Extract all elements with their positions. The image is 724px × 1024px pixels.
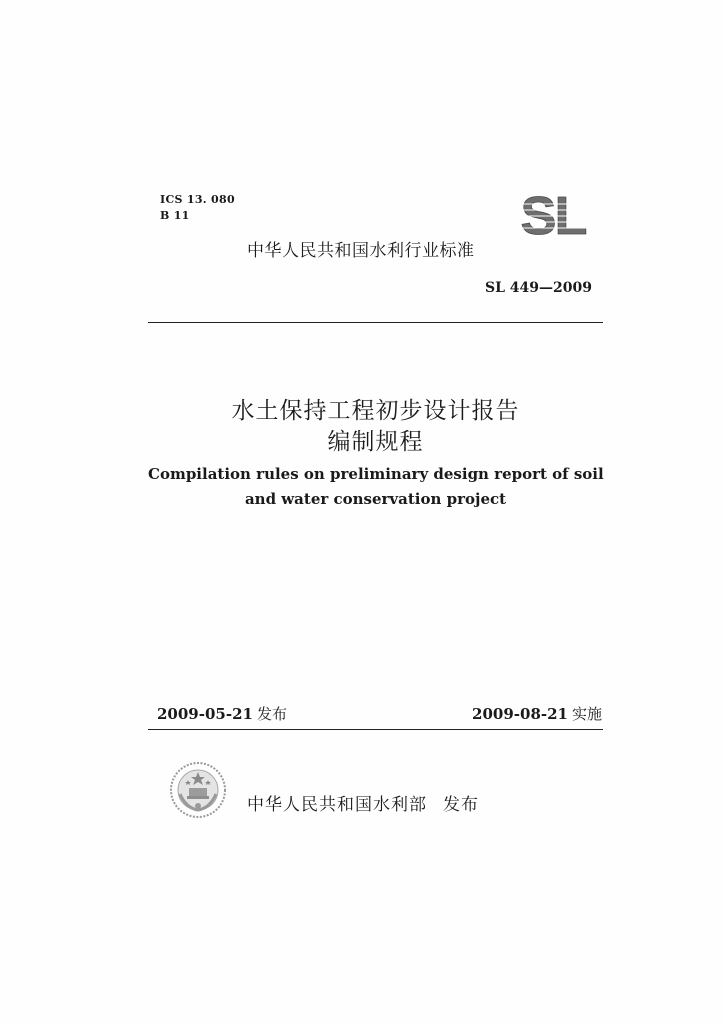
issue-word: 发布	[443, 795, 479, 815]
implement-date: 2009-08-21	[472, 705, 568, 723]
issuing-authority	[247, 790, 479, 815]
publish-label: 发布	[256, 705, 287, 723]
chinese-title-line-1: 水土保持工程初步设计报告	[231, 398, 520, 424]
bottom-divider	[148, 729, 603, 730]
english-title-line-1: Compilation rules on preliminary design report of soil	[148, 465, 604, 483]
english-title-line-2: and water conservation project	[244, 490, 507, 508]
issuer-name: 中华人民共和国水利部	[247, 795, 427, 815]
implement-date-block	[472, 703, 602, 724]
top-divider	[148, 322, 603, 323]
publish-date-block	[157, 703, 287, 724]
ics-code: ICS 13. 080	[160, 193, 235, 206]
standard-number: SL 449—2009	[484, 280, 592, 296]
classification-block	[160, 192, 235, 224]
chinese-title-line-2: 编制规程	[327, 429, 424, 455]
national-emblem-seal-icon	[168, 760, 228, 820]
industry-standard-title: 中华人民共和国水利行业标准	[247, 241, 475, 261]
logo-text: SL	[520, 192, 586, 238]
implement-label: 实施	[571, 705, 602, 723]
publish-date: 2009-05-21	[157, 705, 253, 723]
classification-code: B 11	[160, 209, 190, 222]
sl-logo-icon	[512, 192, 594, 238]
